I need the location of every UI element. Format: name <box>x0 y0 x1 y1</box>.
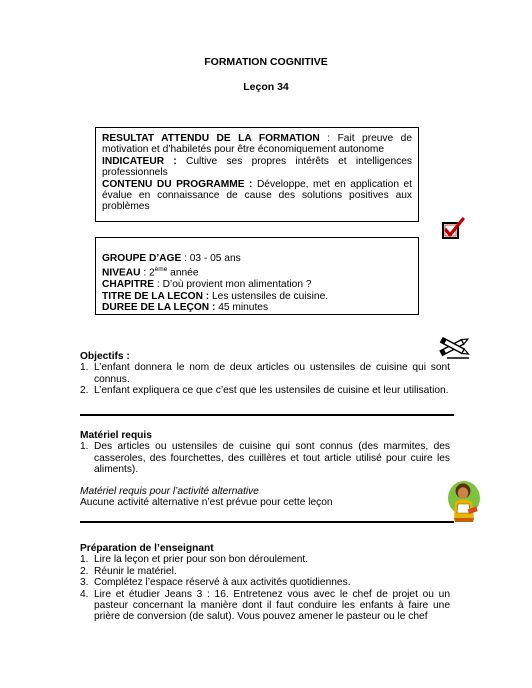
resultat-label: RESULTAT ATTENDU DE LA FORMATION <box>102 133 320 144</box>
item-text: Lire la leçon et prier pour son bon déroulement. <box>94 554 309 566</box>
item-number: 2. <box>80 385 89 397</box>
objectifs-title: Objectifs : <box>80 351 130 362</box>
item-number: 1. <box>80 362 89 374</box>
list-item <box>80 441 450 475</box>
list-item <box>80 577 450 588</box>
checkbox-check-icon <box>440 216 466 247</box>
niveau-sup: ème <box>154 266 168 274</box>
preparation-section <box>80 543 450 623</box>
item-text: L’enfant donnera le nom de deux articles ou ustensiles de cuisine qui sont connus. <box>94 362 450 385</box>
niveau-label: NIVEAU <box>102 267 141 279</box>
section-divider <box>80 521 454 523</box>
preparation-title: Préparation de l’enseignant <box>80 543 214 554</box>
list-item <box>80 362 450 385</box>
item-number: 2. <box>80 565 89 577</box>
item-text: Lire et étudier Jeans 3 : 16. Entretenez vous avec le chef de projet ou un pasteur concernant la manière dont il faut conduire les enfants à faire une prière de conversion (de salut). Vous pouvez amener le pasteur ou le chef <box>94 588 450 623</box>
indicateur-paragraph <box>102 156 412 179</box>
item-number: 3. <box>80 577 89 589</box>
contenu-paragraph <box>102 179 412 213</box>
titre-label: TITRE DE LA LECON : <box>102 290 210 302</box>
item-number: 1. <box>80 441 89 453</box>
lesson-number: Leçon 34 <box>243 81 289 93</box>
materiel-title: Matériel requis <box>80 430 152 441</box>
groupe-text: : 03 - 05 ans <box>181 253 241 264</box>
indicateur-text: Cultive ses propres intérêts et intelligences professionnels <box>102 155 412 179</box>
niveau-post: année <box>167 267 199 279</box>
contenu-label: CONTENU DU PROGRAMME : <box>102 178 253 190</box>
niveau-line <box>102 264 412 279</box>
alt-material-title: Matériel requis pour l’activité alternative <box>80 485 259 497</box>
list-item <box>80 554 450 565</box>
section-divider <box>80 414 454 416</box>
chapitre-line <box>102 279 412 290</box>
groupe-label: GROUPE D’AGE <box>102 253 182 264</box>
list-item <box>80 385 450 396</box>
lesson-info-box <box>95 237 419 315</box>
groupe-line <box>102 253 412 264</box>
indicateur-label: INDICATEUR : <box>102 155 177 167</box>
chapitre-text: : D’où provient mon alimentation ? <box>154 279 312 291</box>
item-text: Réunir le matériel. <box>94 565 177 577</box>
duree-text: 45 minutes <box>215 302 269 314</box>
list-item <box>80 589 450 623</box>
formation-box <box>95 127 419 222</box>
item-text: L’enfant expliquera ce que c’est que les ustensiles de cuisine et leur utilisation. <box>94 385 449 397</box>
chapitre-label: CHAPITRE <box>102 279 155 291</box>
objectifs-section <box>80 351 450 397</box>
titre-line <box>102 291 412 302</box>
list-item <box>80 566 450 577</box>
item-text: Complétez l’espace réservé à aux activités quotidiennes. <box>94 577 351 589</box>
resultat-text: : Fait preuve de motivation et d’habiletés pour être économiquement autonome <box>102 133 412 156</box>
contenu-text: Développe, met en application et évalue en connaissance de cause des solutions positives aux problèmes <box>102 178 412 213</box>
item-text: Des articles ou ustensiles de cuisine qui sont connus (des marmites, des casseroles, des fourchettes, des cuillères et tout article utilisé pour cuire les aliments). <box>94 441 450 476</box>
duree-label: DUREE DE LA LEÇON : <box>102 302 216 314</box>
materiel-section <box>80 430 450 508</box>
titre-text: Les ustensiles de cuisine. <box>209 290 329 302</box>
item-number: 4. <box>80 588 89 600</box>
page-title: FORMATION COGNITIVE <box>204 56 328 68</box>
alt-material-text: Aucune activité alternative n’est prévue pour cette leçon <box>80 497 333 509</box>
item-number: 1. <box>80 554 89 566</box>
resultat-paragraph <box>102 133 412 156</box>
duree-line <box>102 302 412 313</box>
niveau-pre: : 2 <box>140 267 155 279</box>
